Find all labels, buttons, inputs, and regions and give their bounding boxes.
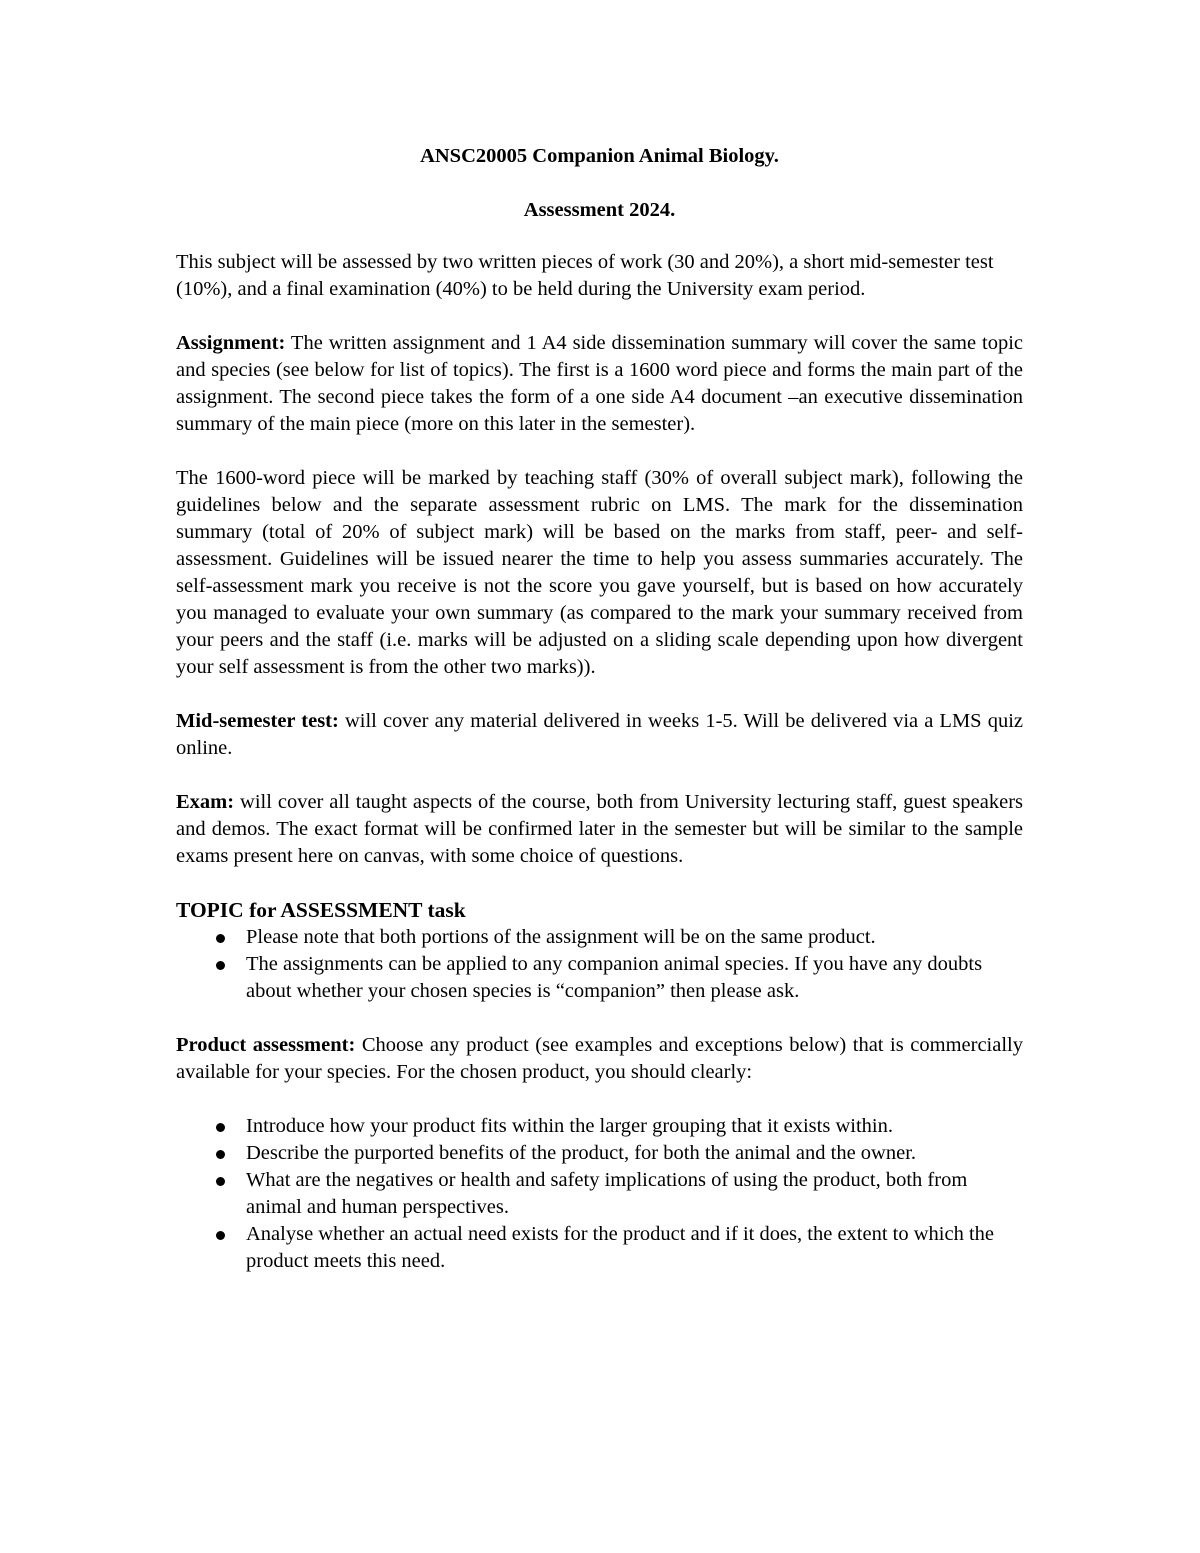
document-subtitle: Assessment 2024. xyxy=(523,199,676,221)
bullet-icon xyxy=(216,1177,225,1186)
list-item-text: Analyse whether an actual need exists for the product and if it does, the extent to which the product meets this need. xyxy=(246,1223,995,1272)
product-bullet-list xyxy=(176,1113,1023,1275)
midsemester-paragraph xyxy=(176,708,1023,762)
product-text: Choose any product (see examples and exceptions below) that is commercially available for your species. For the chosen product, you should clearly: xyxy=(176,1034,1023,1083)
marking-paragraph: The 1600-word piece will be marked by teaching staff (30% of overall subject mark), following the guidelines below and the separate assessment rubric on LMS. The mark for the dissemination summary (total of 20% of subject mark) will be based on the marks from staff, peer- and self-assessment. Guidelines will be issued nearer the time to help you assess summaries accurately. The self-assessment mark you receive is not the score you gave yourself, but is based on how accurately you managed to evaluate your own summary (as compared to the mark your summary received from your peers and the staff (i.e. marks will be adjusted on a sliding scale depending upon how divergent your self assessment is from the other two marks)). xyxy=(176,467,1023,678)
list-item xyxy=(176,951,1023,1005)
list-item xyxy=(176,924,1023,951)
list-item-text: Please note that both portions of the assignment will be on the same product. xyxy=(246,926,876,948)
product-lead: Product assessment: xyxy=(176,1034,356,1056)
list-item-text: What are the negatives or health and safety implications of using the product, both from animal and human perspectives. xyxy=(246,1169,968,1218)
list-item xyxy=(176,1113,1023,1140)
assignment-lead: Assignment: xyxy=(176,332,286,354)
list-item-text: Describe the purported benefits of the product, for both the animal and the owner. xyxy=(246,1142,917,1164)
document-title: ANSC20005 Companion Animal Biology. xyxy=(420,145,779,167)
intro-paragraph: This subject will be assessed by two written pieces of work (30 and 20%), a short mid-semester test (10%), and a final examination (40%) to be held during the University exam period. xyxy=(176,251,994,300)
bullet-icon xyxy=(216,934,225,943)
document-content xyxy=(176,143,1023,1275)
list-item-text: The assignments can be applied to any companion animal species. If you have any doubts about whether your chosen species is “companion” then please ask. xyxy=(246,953,983,1002)
product-paragraph xyxy=(176,1032,1023,1086)
assignment-paragraph xyxy=(176,330,1023,438)
list-item xyxy=(176,1140,1023,1167)
midsemester-text: will cover any material delivered in weeks 1-5. Will be delivered via a LMS quiz online. xyxy=(176,710,1023,759)
list-item xyxy=(176,1167,1023,1221)
exam-paragraph xyxy=(176,789,1023,870)
list-item-text: Introduce how your product fits within the larger grouping that it exists within. xyxy=(246,1115,893,1137)
midsemester-lead: Mid-semester test: xyxy=(176,710,339,732)
list-item xyxy=(176,1221,1023,1275)
assignment-text: The written assignment and 1 A4 side dissemination summary will cover the same topic and species (see below for list of topics). The first is a 1600 word piece and forms the main part of the assignment. The second piece takes the form of a one side A4 document –an executive dissemination summary of the main piece (more on this later in the semester). xyxy=(176,332,1023,435)
exam-lead: Exam: xyxy=(176,791,235,813)
bullet-icon xyxy=(216,961,225,970)
topic-heading: TOPIC for ASSESSMENT task xyxy=(176,898,466,922)
bullet-icon xyxy=(216,1150,225,1159)
bullet-icon xyxy=(216,1231,225,1240)
exam-text: will cover all taught aspects of the course, both from University lecturing staff, guest speakers and demos. The exact format will be confirmed later in the semester but will be similar to the sample exams present here on canvas, with some choice of questions. xyxy=(176,791,1023,867)
topic-bullet-list xyxy=(176,924,1023,1005)
bullet-icon xyxy=(216,1123,225,1132)
